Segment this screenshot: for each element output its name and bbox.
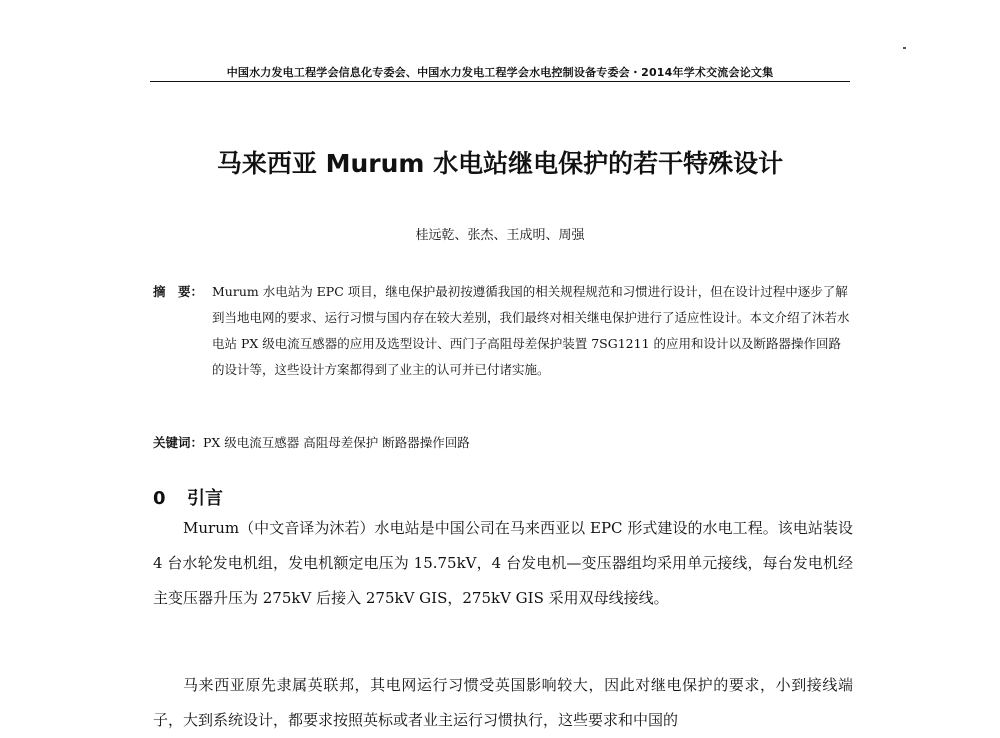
section-heading — [153, 484, 223, 510]
author-list: 桂远乾、张杰、王成明、周强 — [415, 228, 585, 243]
abstract-label: 摘 要： — [153, 284, 204, 299]
keywords — [153, 433, 853, 451]
section-number: 0 — [153, 488, 166, 509]
scan-speck — [903, 47, 906, 49]
paper-title: 马来西亚 Murum 水电站继电保护的若干特殊设计 — [216, 149, 784, 178]
keywords-text: PX 级电流互感器 高阻母差保护 断路器操作回路 — [203, 435, 470, 450]
section-title: 引言 — [187, 488, 223, 509]
body-paragraph: Murum（中文音译为沐若）水电站是中国公司在马来西亚以 EPC 形式建设的水电工程。该电站装设 4 台水轮发电机组，发电机额定电压为 15.75kV，4 台发电机—变压器组均采用单元接线，每台发电机经主变压器升压为 275kV 后接入 275kV GIS，275kV GIS 采用双母线接线。 — [153, 519, 853, 607]
body-paragraph: 马来西亚原先隶属英联邦，其电网运行习惯受英国影响较大，因此对继电保护的要求，小到接线端子，大到系统设计，都要求按照英标或者业主运行习惯执行，这些要求和中国的 — [153, 676, 853, 729]
abstract-text: Murum 水电站为 EPC 项目，继电保护最初按遵循我国的相关规程规范和习惯进行设计，但在设计过程中逐步了解到当地电网的要求、运行习惯与国内存在较大差别，我们最终对相关继电保护进行了适应性设计。本文介绍了沐若水电站 PX 级电流互感器的应用及选型设计、西门子高阻母差保护装置 7SG1211 的应用和设计以及断路器操作回路的设计等，这些设计方案都得到了业主的认可并已付诸实施。 — [212, 284, 850, 377]
header-rule — [150, 81, 850, 82]
running-header: 中国水力发电工程学会信息化专委会、中国水力发电工程学会水电控制设备专委会・2014年学术交流会论文集 — [226, 66, 774, 79]
abstract — [153, 279, 853, 383]
keywords-label: 关键词： — [153, 435, 204, 450]
